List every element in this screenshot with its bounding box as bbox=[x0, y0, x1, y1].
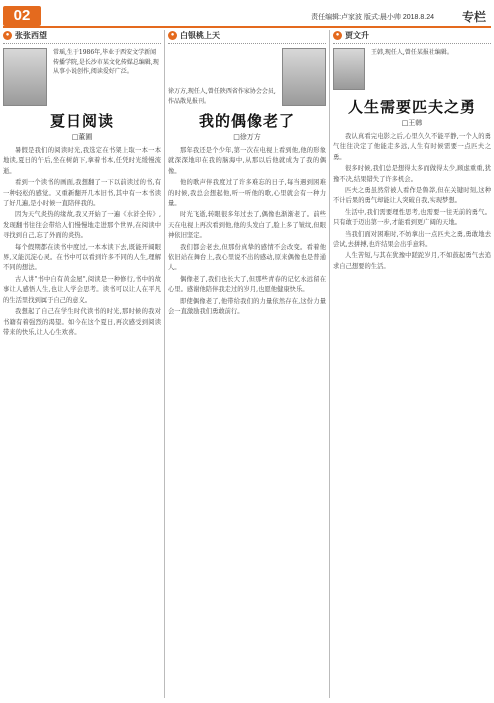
bullet-icon: ● bbox=[333, 31, 342, 40]
author-bio: 常瑶,生于1986年,毕业于西安文学新闻传播学院,是长沙市某文化传媒总编辑,现从事小说创作,阅读爱好广泛。 bbox=[53, 49, 159, 75]
author-photo bbox=[333, 48, 365, 90]
author-profile bbox=[3, 48, 161, 106]
paragraph: 我认真看完电影之后,心里久久不能平静,一个人的勇气往往决定了他能走多远,人生有时候需要一点匹夫之勇。 bbox=[333, 133, 491, 161]
article-title: 夏日阅读 bbox=[49, 112, 114, 130]
paragraph: 当我们面对困难时,不妨拿出一点匹夫之勇,勇敢地去尝试,去拼搏,也许结果会出乎意料。 bbox=[333, 230, 491, 249]
page-header bbox=[0, 0, 494, 26]
article-column-1 bbox=[3, 30, 161, 700]
author-bio: 徐万方,现任人,曾任陕西省作家协会会员,作品散见报刊。 bbox=[168, 88, 276, 105]
paragraph: 生活中,我们需要理性思考,也需要一往无前的勇气。只有敢于迈出第一步,才能看到更广阔的天地。 bbox=[333, 208, 491, 227]
author-photo bbox=[282, 48, 326, 106]
paragraph: 匹夫之勇虽然常被人看作是鲁莽,但在关键时刻,这种不计后果的勇气却能让人突破自我,实现梦想。 bbox=[333, 187, 491, 205]
article-column-2 bbox=[168, 30, 326, 700]
article-title: 我的偶像老了 bbox=[198, 112, 295, 130]
paragraph: 因为天气炎热的缘故,我又开始了一遍《水浒全传》,发现翻书往往会带给人们慢慢地走进那个世界,在阅读中寻找到自己,忘了外面的炎热。 bbox=[3, 211, 161, 240]
paragraph: 每个假期都在读书中度过,一本本读下去,既能开阔眼界,又能沉淀心灵。在书中可以看到许多不同的人生,理解不同的想法。 bbox=[3, 243, 161, 272]
paragraph: 时光飞逝,转眼很多年过去了,偶像也渐渐老了。前些天在电视上再次看到他,他的头发白了,脸上多了皱纹,但眼神依旧坚定。 bbox=[168, 211, 326, 240]
article-body bbox=[168, 146, 326, 318]
tag-label: 贾文升 bbox=[345, 31, 369, 40]
paragraph: 他的歌声伴我度过了许多难忘的日子,每当遇到困难的时候,我总会想起他,听一听他的歌,心里就会有一种力量。 bbox=[168, 179, 326, 208]
editor-info: 责任编辑:卢家波 版式:晨小帅 2018.8.24 bbox=[311, 14, 434, 21]
tag-label: 白银桃上天 bbox=[180, 31, 220, 40]
tag-label: 张张西望 bbox=[15, 31, 47, 40]
article-byline: □徐万方 bbox=[233, 133, 261, 141]
paragraph: 人生苦短,与其在犹豫中蹉跎岁月,不如鼓起勇气去追求自己想要的生活。 bbox=[333, 252, 491, 270]
article-body bbox=[333, 132, 491, 272]
column-tag bbox=[168, 30, 326, 44]
author-profile bbox=[168, 48, 326, 106]
bullet-icon: ● bbox=[168, 31, 177, 40]
bullet-icon: ● bbox=[3, 31, 12, 40]
column-divider bbox=[329, 30, 330, 698]
author-bio: 王韩,现任人,曾任某报社编辑。 bbox=[371, 49, 453, 56]
paragraph: 我想起了自己在学生时代读书的时光,那时候的我对书籍有着强烈的渴望。如今在这个夏日,再次感受到阅读带来的快乐,让人心生欢喜。 bbox=[3, 308, 161, 336]
section-name: 专栏 bbox=[461, 10, 486, 24]
paragraph: 那年我还是个少年,第一次在电视上看到他,他的形象就深深地印在我的脑海中,从那以后他就成为了我的偶像。 bbox=[168, 147, 326, 175]
paragraph: 很多时候,我们总是想得太多而做得太少,顾虑重重,犹豫不决,结果错失了许多机会。 bbox=[333, 165, 491, 183]
page-number: 02 bbox=[3, 6, 41, 26]
article-byline: □王韩 bbox=[401, 119, 423, 127]
article-body bbox=[3, 146, 161, 338]
author-photo bbox=[3, 48, 47, 106]
paragraph: 看到一个读书的画面,我想翻了一下以前读过的书,有一种轻松的感觉。又重新翻开几本旧书,其中有一本书读了好几遍,是小时候一直陪伴我的。 bbox=[3, 179, 161, 208]
article-column-3 bbox=[333, 30, 491, 700]
paragraph: 我们都会老去,但那份真挚的感情不会改变。看着他依旧站在舞台上,我心里说不出的感动,原来偶像也是普通人。 bbox=[168, 243, 326, 272]
paragraph: 暑假是我们的阅读时光,我选定在书架上取一本一本地读,夏日的午后,坐在树荫下,拿着书本,任凭时光缓慢流逝。 bbox=[3, 147, 161, 175]
paragraph: 偶像老了,我们也长大了,但那些青春的记忆永远留在心里。感谢他陪伴我走过的岁月,也愿他健康快乐。 bbox=[168, 275, 326, 294]
column-divider bbox=[164, 30, 165, 698]
paragraph: 即使偶像老了,他带给我们的力量依然存在,这份力量会一直激励我们勇敢前行。 bbox=[168, 297, 326, 316]
column-tag bbox=[3, 30, 161, 44]
column-tag bbox=[333, 30, 491, 44]
article-title: 人生需要匹夫之勇 bbox=[347, 98, 476, 116]
author-profile bbox=[333, 48, 491, 92]
paragraph: 古人讲"书中自有黄金屋",阅读是一种修行,书中的故事让人感悟人生,也让人学会思考。读书可以让人在平凡的生活里找到属于自己的意义。 bbox=[3, 275, 161, 304]
header-rule bbox=[3, 26, 491, 28]
article-byline: □董圃 bbox=[71, 133, 93, 141]
